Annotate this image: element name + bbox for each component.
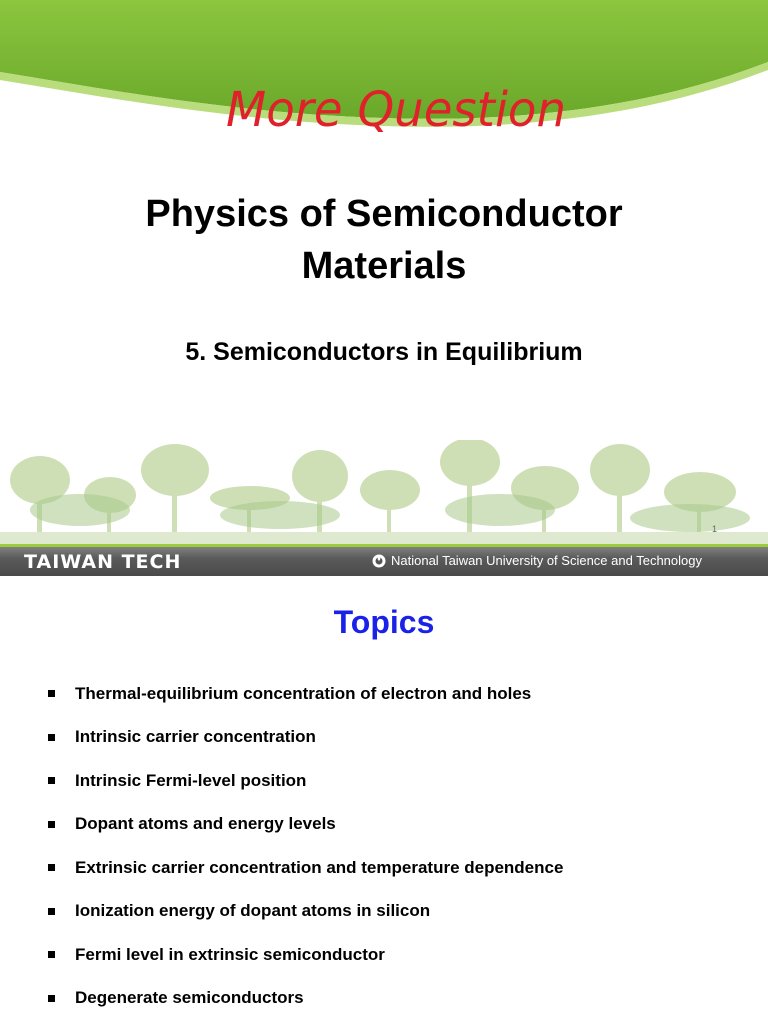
slide-subtitle: 5. Semiconductors in Equilibrium	[185, 338, 583, 366]
handwritten-note-text: More Question	[226, 82, 566, 138]
title-line-1: Physics of Semiconductor	[145, 193, 623, 235]
topic-item	[48, 803, 563, 847]
page-number: 1	[712, 524, 718, 534]
topic-text: Degenerate semiconductors	[75, 988, 304, 1008]
topic-item	[48, 977, 563, 1021]
footer-university	[372, 553, 702, 568]
topic-text: Dopant atoms and energy levels	[75, 814, 336, 834]
taiwan-tech-logo: TAIWAN TECH	[24, 551, 182, 573]
topic-text: Extrinsic carrier concentration and temperature dependence	[75, 857, 564, 877]
slide-title	[0, 188, 768, 292]
bullet-icon	[48, 995, 55, 1002]
bullet-icon	[48, 908, 55, 915]
university-name: National Taiwan University of Science and Technology	[391, 553, 702, 568]
topics-slide	[0, 576, 768, 1024]
topic-item	[48, 716, 563, 760]
handwritten-note	[222, 68, 572, 148]
bullet-icon	[48, 821, 55, 828]
topics-title: Topics	[333, 604, 435, 640]
topic-item	[48, 672, 563, 716]
title-line-2: Materials	[301, 245, 467, 287]
bullet-icon	[48, 951, 55, 958]
bullet-icon	[48, 864, 55, 871]
topic-text: Fermi level in extrinsic semiconductor	[75, 944, 385, 964]
bullet-icon	[48, 777, 55, 784]
university-emblem-icon	[372, 554, 386, 568]
topic-item	[48, 933, 563, 977]
footer-bar	[0, 544, 768, 576]
tree-silhouette-decoration	[0, 440, 768, 544]
topic-text: Ionization energy of dopant atoms in silicon	[75, 901, 431, 921]
topic-item	[48, 846, 563, 890]
topic-item	[48, 890, 563, 934]
topic-item	[48, 759, 563, 803]
footer-accent-stripe	[0, 544, 768, 547]
bullet-icon	[48, 734, 55, 741]
topic-text: Intrinsic carrier concentration	[75, 727, 316, 747]
bullet-icon	[48, 690, 55, 697]
topic-list	[48, 672, 563, 1020]
topic-text: Intrinsic Fermi-level position	[75, 770, 307, 790]
topic-text: Thermal-equilibrium concentration of electron and holes	[75, 683, 532, 703]
